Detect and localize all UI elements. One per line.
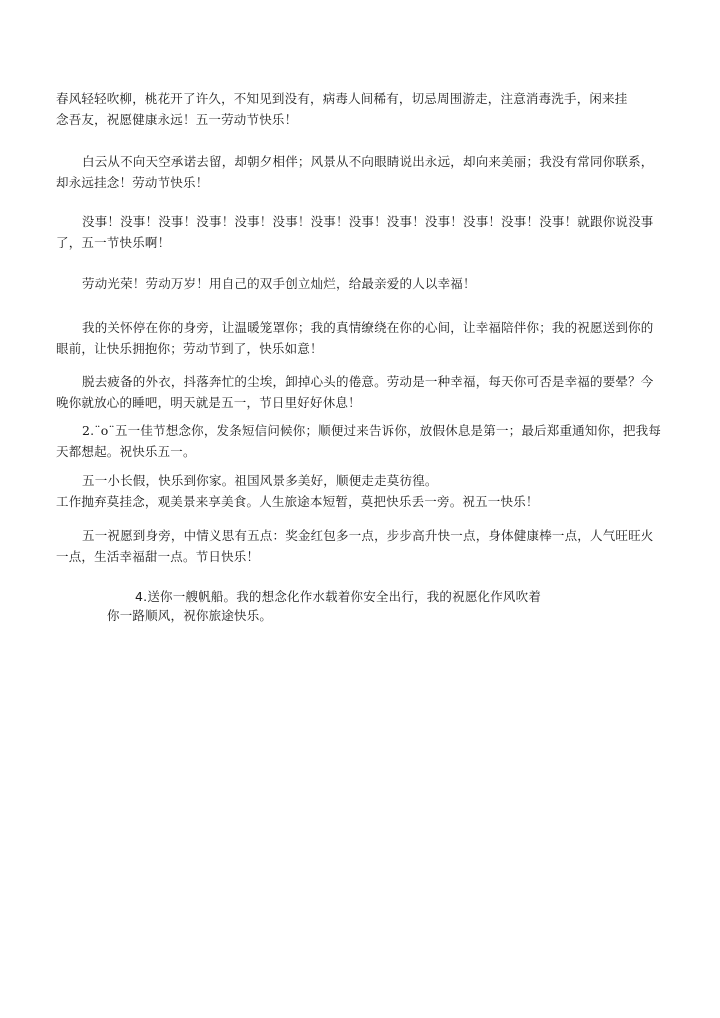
paragraph-rest: 脱去疲备的外衣，抖落奔忙的尘埃，卸掉心头的倦意。劳动是一种幸福，每天你可否是幸福的要晕？今晚你就放心的睡吧，明天就是五一，节日里好好休息！ [56, 374, 654, 410]
paragraph-line: 你一路顺风，祝你旅途快乐。 [107, 608, 273, 623]
paragraph-line: 五一小长假，快乐到你家。祖国风景多美好，顺便走走莫彷徨。 [82, 473, 438, 488]
paragraph-care: 我的关怀停在你的身旁，让温暖笼罩你；我的真情缭绕在你的心间，让幸福陪伴你；我的祝愿送到你的眼前，让快乐拥抱你；劳动节到了，快乐如意！ [56, 320, 654, 356]
paragraph-line: 春风轻轻吹柳，桃花开了许久，不知见到没有，病毒人间稀有，切忌周围游走，注意消毒洗手，闲来挂 [56, 91, 628, 106]
paragraph-numbered-4 [107, 587, 667, 625]
paragraph-labor-glory: 劳动光荣！劳动万岁！用自己的双手创立灿烂，给最亲爱的人以幸福！ [82, 276, 476, 291]
paragraph-numbered-2: 2.¨o¨五一佳节想念你，发条短信问候你；顺便过来告诉你，放假休息是第一；最后郑重通知你，把我每天都想起。祝快乐五一。 [56, 423, 662, 459]
paragraph-holiday [56, 470, 666, 512]
paragraph-spring-wishes [56, 88, 666, 130]
paragraph-line: 念吾友，祝愿健康永远！五一劳动节快乐！ [56, 112, 298, 127]
paragraph-no-problem: 没事！没事！没事！没事！没事！没事！没事！没事！没事！没事！没事！没事！没事！就跟你说没事了，五一节快乐啊！ [56, 214, 654, 250]
paragraph-five-points: 五一祝愿到身旁，中情义思有五点：奖金红包多一点，步步高升快一点，身体健康棒一点，人气旺旺火一点，生活幸福甜一点。节日快乐！ [56, 528, 654, 564]
paragraph-line: 工作抛弃莫挂念，观美景来享美食。人生旅途本短暂，莫把快乐丢一旁。祝五一快乐！ [56, 494, 539, 509]
paragraph-line: 4.送你一艘帆船。我的想念化作水载着你安全出行，我的祝愿化作风吹着 [135, 589, 542, 604]
paragraph-white-clouds: 白云从不向天空承诺去留，却朝夕相伴；风景从不向眼睛说出永远，却向来美丽；我没有常同你联系，却永远挂念！劳动节快乐！ [56, 154, 654, 190]
